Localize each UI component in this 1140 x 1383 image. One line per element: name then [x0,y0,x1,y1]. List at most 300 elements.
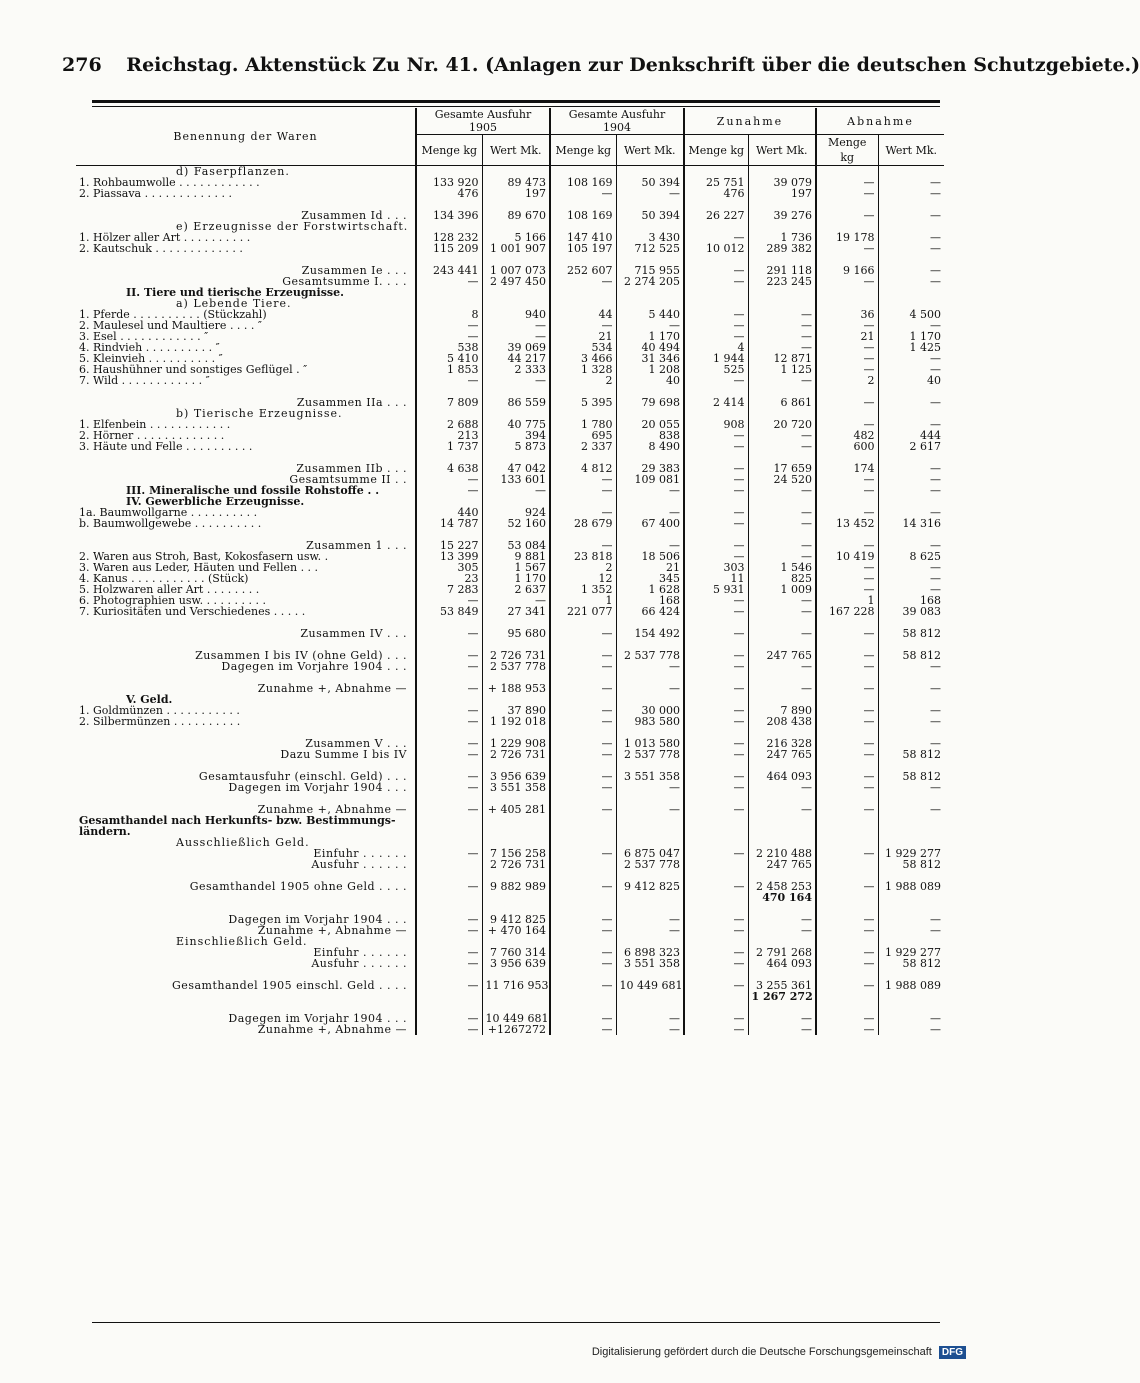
cell-wert-abnahme: 58 812 [878,749,944,760]
cell-wert-abnahme: — [878,419,944,430]
cell-wert-1905: 2 726 731 [482,749,550,760]
cell-menge-1905: — [416,925,482,936]
cell-menge-1904: 2 [550,562,616,573]
cell-menge-zunahme: — [684,518,748,529]
cell-menge-zunahme: — [684,232,748,243]
cell-wert-zunahme: — [748,914,816,925]
total-row [76,859,944,870]
cell-menge-abnahme: — [816,980,878,991]
cell-wert-zunahme: — [748,518,816,529]
cell-menge-1905: 7 283 [416,584,482,595]
cell-wert-abnahme: 1 425 [878,342,944,353]
cell-wert-1904: 40 494 [616,342,684,353]
row-label: a) Lebende Tiere. [176,297,292,310]
cell-wert-1904 [616,287,684,298]
cell-menge-abnahme: — [816,474,878,485]
cell-wert-zunahme: — [748,595,816,606]
cell-menge-1905: 538 [416,342,482,353]
cell-wert-zunahme: 1 267 272 [748,991,816,1002]
cell-menge-zunahme: — [684,848,748,859]
cell-menge-1905 [416,991,482,1002]
table-row [76,441,944,452]
cell-wert-1904: 168 [616,595,684,606]
cell-wert-zunahme: — [748,804,816,815]
cell-wert-1905: 2 497 450 [482,276,550,287]
cell-menge-zunahme: — [684,1024,748,1035]
cell-menge-abnahme [816,815,878,826]
cell-wert-zunahme: 1 009 [748,584,816,595]
cell-menge-1905 [416,287,482,298]
cell-wert-zunahme: 289 382 [748,243,816,254]
row-label [76,892,416,903]
total-row [76,958,944,969]
cell-wert-1905: 11 716 953 [482,980,550,991]
cell-menge-1904: 695 [550,430,616,441]
subheader-menge: Menge kg [816,135,878,166]
cell-menge-zunahme: 1 944 [684,353,748,364]
cell-menge-abnahme: — [816,947,878,958]
cell-wert-abnahme: 2 617 [878,441,944,452]
cell-wert-abnahme: — [878,1013,944,1024]
row-label: Dazu Summe I bis IV [280,748,407,761]
cell-wert-1905: 7 760 314 [482,947,550,958]
cell-menge-zunahme: — [684,551,748,562]
row-label: Dagegen im Vorjahr 1904 . . . [228,913,407,926]
cell-menge-zunahme: 11 [684,573,748,584]
cell-menge-1905: 134 396 [416,210,482,221]
cell-wert-1904 [616,815,684,826]
row-label: Ausschließlich Geld. [176,836,310,849]
table-row [76,518,944,529]
cell-menge-1905: — [416,804,482,815]
cell-wert-1905: 37 890 [482,705,550,716]
cell-menge-abnahme: — [816,485,878,496]
export-statistics-table [76,108,944,1035]
cell-menge-1904: — [550,661,616,672]
cell-wert-1904: 3 551 358 [616,771,684,782]
row-label: 2. Piassava . . . . . . . . . . . . . [79,187,233,200]
cell-menge-1904: — [550,848,616,859]
row-label: Zusammen I bis IV (ohne Geld) . . . [195,649,407,662]
cell-menge-1904: 147 410 [550,232,616,243]
row-label: Gesamtsumme I. . . . [282,275,407,288]
row-label: Ausfuhr . . . . . . [311,957,407,970]
row-label: 5. Kleinvieh . . . . . . . . . . ″ [79,352,223,365]
cell-menge-zunahme: — [684,738,748,749]
cell-wert-1904: — [616,661,684,672]
cell-menge-1904: — [550,749,616,760]
cell-menge-abnahme: — [816,925,878,936]
page-header [62,54,1140,76]
cell-menge-1904: — [550,628,616,639]
cell-wert-1904: 154 492 [616,628,684,639]
cell-wert-1904: 109 081 [616,474,684,485]
cell-wert-abnahme: 1 170 [878,331,944,342]
cell-menge-zunahme: — [684,320,748,331]
cell-menge-zunahme: — [684,881,748,892]
cell-wert-1904: — [616,485,684,496]
cell-wert-1905: 52 160 [482,518,550,529]
cell-wert-abnahme: 40 [878,375,944,386]
cell-wert-abnahme: 58 812 [878,628,944,639]
cell-wert-1904: 6 898 323 [616,947,684,958]
cell-menge-abnahme: — [816,320,878,331]
cell-wert-abnahme: — [878,177,944,188]
cell-wert-zunahme: 1 736 [748,232,816,243]
row-label: 7. Kuriositäten und Verschiedenes . . . . . [79,605,306,618]
cell-menge-abnahme: 600 [816,441,878,452]
cell-wert-1904: 838 [616,430,684,441]
cell-menge-abnahme: — [816,628,878,639]
cell-wert-1905: — [482,485,550,496]
cell-menge-abnahme: — [816,276,878,287]
cell-wert-zunahme: 20 720 [748,419,816,430]
cell-menge-abnahme: 2 [816,375,878,386]
cell-menge-abnahme: — [816,342,878,353]
cell-wert-abnahme: — [878,188,944,199]
cell-wert-1904: 30 000 [616,705,684,716]
row-label: Ausfuhr . . . . . . [311,858,407,871]
cell-menge-abnahme: — [816,540,878,551]
cell-wert-1905: 3 956 639 [482,771,550,782]
cell-menge-abnahme: — [816,507,878,518]
row-label: 4. Rindvieh . . . . . . . . . . ″ [79,341,220,354]
cell-menge-zunahme: 26 227 [684,210,748,221]
row-label: ländern. [79,825,131,838]
cell-menge-zunahme: 476 [684,188,748,199]
cell-menge-1905: — [416,331,482,342]
cell-menge-abnahme: — [816,771,878,782]
cell-menge-1905: — [416,914,482,925]
cell-wert-zunahme [748,815,816,826]
row-label: Gesamthandel nach Herkunfts- bzw. Bestimmungs- [79,814,396,827]
cell-wert-zunahme: 2 458 253 [748,881,816,892]
cell-menge-1905: 440 [416,507,482,518]
cell-wert-abnahme: — [878,562,944,573]
cell-wert-1904: 29 383 [616,463,684,474]
cell-wert-abnahme: — [878,320,944,331]
cell-menge-1904: — [550,716,616,727]
cell-menge-abnahme: — [816,562,878,573]
cell-menge-zunahme: — [684,507,748,518]
cell-menge-zunahme: — [684,771,748,782]
cell-wert-1905: 2 537 778 [482,661,550,672]
cell-menge-1904: 108 169 [550,210,616,221]
column-group-1904: Gesamte Ausfuhr 1904 [550,108,684,135]
cell-menge-1905: — [416,474,482,485]
cell-menge-1905: 2 688 [416,419,482,430]
row-label: Zusammen Id . . . [301,209,407,222]
cell-menge-1904 [550,892,616,903]
cell-menge-abnahme: — [816,177,878,188]
cell-wert-1905 [482,892,550,903]
cell-menge-zunahme: — [684,375,748,386]
cell-wert-abnahme: 1 988 089 [878,980,944,991]
row-label: Zusammen Ie . . . [301,264,407,277]
cell-wert-1905: 9 412 825 [482,914,550,925]
cell-wert-1905: 39 069 [482,342,550,353]
cell-menge-1904: 1 328 [550,364,616,375]
cell-wert-zunahme: — [748,375,816,386]
cell-wert-zunahme: — [748,782,816,793]
cell-menge-abnahme: 21 [816,331,878,342]
cell-menge-1905: — [416,738,482,749]
cell-menge-1904: — [550,1024,616,1035]
cell-wert-abnahme [878,826,944,837]
header-rule-thick [92,100,940,103]
cell-menge-zunahme: — [684,914,748,925]
table-row [76,606,944,617]
cell-menge-1904: 105 197 [550,243,616,254]
subheader-menge: Menge kg [550,135,616,166]
cell-menge-zunahme: — [684,485,748,496]
cell-wert-1905: 2 333 [482,364,550,375]
cell-wert-zunahme: — [748,320,816,331]
cell-wert-1905: 3 956 639 [482,958,550,969]
cell-wert-abnahme: — [878,716,944,727]
cell-menge-1905: — [416,276,482,287]
table-row [76,991,944,1002]
cell-wert-zunahme: — [748,551,816,562]
row-label: Zunahme +, Abnahme — [257,924,407,937]
cell-wert-zunahme: 247 765 [748,650,816,661]
row-label: IV. Gewerbliche Erzeugnisse. [126,495,305,508]
row-label: Einschließlich Geld. [176,935,308,948]
cell-menge-1905: 14 787 [416,518,482,529]
cell-wert-1905: +1267272 [482,1024,550,1035]
cell-wert-zunahme: — [748,1013,816,1024]
row-label: Zunahme +, Abnahme — [257,803,407,816]
cell-wert-1904: 50 394 [616,177,684,188]
subheader-wert: Wert Mk. [748,135,816,166]
total-row [76,628,944,639]
cell-menge-1905: 213 [416,430,482,441]
cell-wert-1905: 47 042 [482,463,550,474]
cell-wert-zunahme: 3 255 361 [748,980,816,991]
cell-wert-abnahme: 58 812 [878,771,944,782]
cell-wert-zunahme: 470 164 [748,892,816,903]
row-label [76,991,416,1002]
cell-wert-1905 [482,287,550,298]
cell-wert-zunahme: 12 871 [748,353,816,364]
cell-wert-1905: 3 551 358 [482,782,550,793]
cell-wert-1905: 940 [482,309,550,320]
cell-menge-1905: — [416,881,482,892]
row-label: b) Tierische Erzeugnisse. [176,407,343,420]
cell-wert-1904: 715 955 [616,265,684,276]
cell-menge-abnahme: — [816,419,878,430]
cell-wert-1904: 712 525 [616,243,684,254]
cell-menge-1905: — [416,661,482,672]
cell-menge-1905 [416,826,482,837]
cell-menge-1904: — [550,914,616,925]
cell-wert-1904: 66 424 [616,606,684,617]
cell-menge-1905: — [416,848,482,859]
cell-wert-zunahme: 6 861 [748,397,816,408]
cell-wert-1905: — [482,320,550,331]
cell-menge-abnahme: — [816,881,878,892]
cell-wert-1905: 27 341 [482,606,550,617]
cell-wert-1904 [616,991,684,1002]
cell-wert-abnahme: 1 929 277 [878,947,944,958]
cell-menge-zunahme: — [684,628,748,639]
cell-menge-zunahme: 4 [684,342,748,353]
cell-wert-1905: 5 166 [482,232,550,243]
cell-menge-1905: 128 232 [416,232,482,243]
cell-wert-zunahme: — [748,441,816,452]
row-label: 1. Pferde . . . . . . . . . . (Stückzahl) [79,308,267,321]
cell-wert-abnahme: — [878,738,944,749]
cell-menge-zunahme: — [684,804,748,815]
cell-menge-zunahme: — [684,430,748,441]
cell-wert-zunahme: 24 520 [748,474,816,485]
cell-menge-1905: — [416,320,482,331]
cell-menge-1904: 28 679 [550,518,616,529]
cell-menge-abnahme: — [816,738,878,749]
cell-menge-1904: — [550,738,616,749]
cell-wert-zunahme: 7 890 [748,705,816,716]
page-title: Reichstag. Aktenstück Zu Nr. 41. (Anlagen zur Denkschrift über die deutschen Schutzgebiete.) [126,54,1140,76]
cell-wert-zunahme: 17 659 [748,463,816,474]
row-label: 3. Waren aus Leder, Häuten und Fellen . . . [79,561,319,574]
cell-wert-1905: + 188 953 [482,683,550,694]
cell-wert-abnahme: — [878,782,944,793]
cell-menge-zunahme: — [684,980,748,991]
cell-wert-abnahme: — [878,1024,944,1035]
row-label: Zunahme +, Abnahme — [257,1023,407,1036]
cell-wert-1904: 2 537 778 [616,859,684,870]
row-label: 4. Kanus . . . . . . . . . . . (Stück) [79,572,249,585]
cell-menge-zunahme: — [684,309,748,320]
cell-wert-zunahme: 39 079 [748,177,816,188]
cell-wert-abnahme: 168 [878,595,944,606]
cell-wert-zunahme: — [748,309,816,320]
cell-wert-zunahme [748,287,816,298]
cell-menge-1904: — [550,771,616,782]
cell-wert-1904: 5 440 [616,309,684,320]
cell-menge-1904: 4 812 [550,463,616,474]
cell-menge-abnahme [816,991,878,1002]
subheader-wert: Wert Mk. [482,135,550,166]
cell-wert-abnahme [878,287,944,298]
cell-menge-abnahme: 19 178 [816,232,878,243]
cell-wert-1905: 1 170 [482,573,550,584]
cell-wert-zunahme: — [748,331,816,342]
cell-wert-1904: 2 274 205 [616,276,684,287]
row-label: 1. Rohbaumwolle . . . . . . . . . . . . [79,176,260,189]
cell-menge-1904: 12 [550,573,616,584]
cell-menge-zunahme [684,826,748,837]
cell-menge-1904: — [550,485,616,496]
cell-wert-zunahme: — [748,925,816,936]
cell-wert-abnahme: — [878,804,944,815]
cell-menge-abnahme: — [816,364,878,375]
cell-menge-1905: — [416,716,482,727]
row-label: 2. Kautschuk . . . . . . . . . . . . . [79,242,243,255]
cell-menge-abnahme: 36 [816,309,878,320]
cell-wert-1905: 133 601 [482,474,550,485]
cell-wert-abnahme: — [878,485,944,496]
cell-menge-1904: — [550,925,616,936]
cell-wert-abnahme: — [878,925,944,936]
cell-wert-1904: 3 430 [616,232,684,243]
cell-menge-zunahme: — [684,595,748,606]
cell-wert-abnahme: — [878,507,944,518]
cell-menge-1905: 115 209 [416,243,482,254]
cell-menge-abnahme: — [816,650,878,661]
table-row [76,716,944,727]
cell-menge-zunahme: 525 [684,364,748,375]
cell-menge-1905: 1 853 [416,364,482,375]
cell-menge-1904: — [550,320,616,331]
cell-menge-1904: — [550,782,616,793]
cell-menge-1904: — [550,474,616,485]
cell-wert-1905: — [482,595,550,606]
cell-menge-1905: — [416,375,482,386]
cell-wert-abnahme: — [878,474,944,485]
table-row [76,892,944,903]
row-label: Gesamthandel 1905 einschl. Geld . . . . [172,979,407,992]
cell-menge-abnahme: — [816,683,878,694]
cell-wert-1904: — [616,914,684,925]
cell-wert-abnahme: — [878,353,944,364]
cell-wert-abnahme: — [878,584,944,595]
cell-wert-abnahme: — [878,683,944,694]
cell-menge-1904: — [550,276,616,287]
cell-menge-abnahme: — [816,958,878,969]
cell-menge-1904 [550,287,616,298]
cell-menge-1904 [550,859,616,870]
cell-menge-abnahme: 167 228 [816,606,878,617]
cell-menge-abnahme: 1 [816,595,878,606]
row-label: 1a. Baumwollgarne . . . . . . . . . . [79,506,258,519]
cell-menge-1905: — [416,771,482,782]
cell-wert-1904: 6 875 047 [616,848,684,859]
cell-menge-zunahme: — [684,441,748,452]
cell-menge-1905: — [416,650,482,661]
credit-text: Digitalisierung gefördert durch die Deutsche Forschungsgemeinschaft [591,1346,932,1358]
cell-menge-1904: — [550,958,616,969]
total-row [76,881,944,892]
cell-menge-1904: — [550,507,616,518]
dfg-logo: DFG [939,1346,966,1359]
cell-wert-abnahme: — [878,661,944,672]
cell-menge-1904: — [550,650,616,661]
cell-wert-1904: 1 208 [616,364,684,375]
cell-menge-1904: — [550,705,616,716]
cell-wert-1904: 67 400 [616,518,684,529]
total-row [76,782,944,793]
cell-menge-1905: 13 399 [416,551,482,562]
row-label: Gesamthandel 1905 ohne Geld . . . . [189,880,407,893]
row-label: 3. Esel . . . . . . . . . . . . ″ [79,330,209,343]
cell-wert-1904: 31 346 [616,353,684,364]
cell-wert-1904: 79 698 [616,397,684,408]
cell-wert-1905: + 470 164 [482,925,550,936]
cell-menge-1905: — [416,485,482,496]
cell-wert-1904: — [616,683,684,694]
cell-wert-1905 [482,815,550,826]
cell-wert-1904: — [616,782,684,793]
cell-menge-1905: — [416,1013,482,1024]
row-label: Zunahme +, Abnahme — [257,682,407,695]
cell-wert-abnahme: — [878,397,944,408]
cell-wert-zunahme: — [748,1024,816,1035]
cell-menge-abnahme: — [816,1013,878,1024]
cell-wert-zunahme: 291 118 [748,265,816,276]
cell-wert-1904: 1 170 [616,331,684,342]
cell-menge-1905: — [416,683,482,694]
